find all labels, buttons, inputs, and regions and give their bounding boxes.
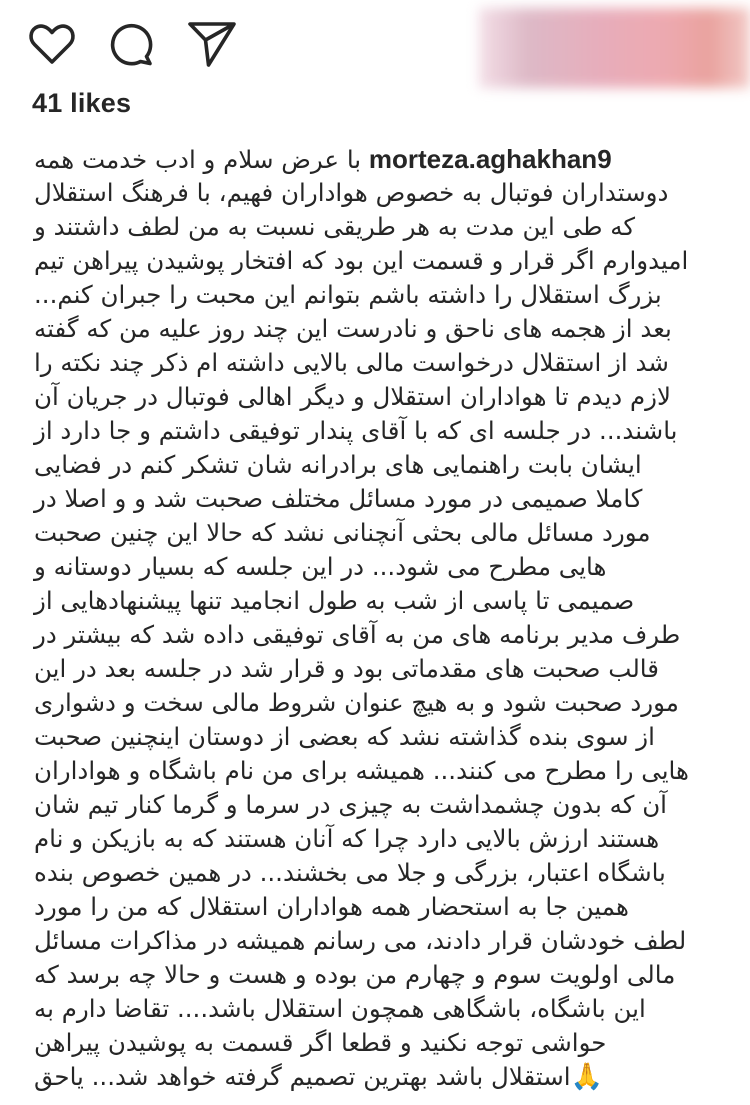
like-button[interactable] xyxy=(26,20,78,68)
caption-text: با عرض سلام و ادب خدمت همه xyxy=(34,145,362,174)
caption-text: بزرگ استقلال را داشته باشم بتوانم این محبت را جبران کنم... xyxy=(34,280,662,309)
praying-hands-emoji: 🙏 xyxy=(570,1062,603,1092)
caption-line xyxy=(34,992,724,1026)
caption-text: که طی این مدت به هر طریقی نسبت به من لطف داشتند و xyxy=(34,212,636,241)
caption-text: باشگاه اعتبار، بزرگی و جلا می بخشند... در همین خصوص بنده xyxy=(34,858,666,887)
caption-text: قالب صحبت های مقدماتی بود و قرار شد در جلسه بعد در این xyxy=(34,654,659,683)
caption-line xyxy=(34,550,724,584)
caption-line xyxy=(34,788,724,822)
caption-line xyxy=(34,142,724,176)
caption-line xyxy=(34,346,724,380)
caption-text: همین جا به استحضار همه هواداران استقلال که من را مورد xyxy=(34,892,629,921)
caption-line xyxy=(34,822,724,856)
caption-line xyxy=(34,1026,724,1060)
caption-line xyxy=(34,584,724,618)
caption-line xyxy=(34,754,724,788)
caption-text: استقلال باشد بهترین تصمیم گرفته خواهد شد... یاحق xyxy=(34,1062,571,1091)
caption-text: صمیمی تا پاسی از شب به طول انجامید تنها پیشنهادهایی از xyxy=(34,586,635,615)
heart-outline-icon xyxy=(26,20,78,68)
username-link[interactable]: morteza.aghakhan9 xyxy=(368,144,612,174)
caption-line xyxy=(34,652,724,686)
caption-line xyxy=(34,924,724,958)
caption-line xyxy=(34,482,724,516)
caption-line xyxy=(34,856,724,890)
caption-line xyxy=(34,176,724,210)
caption-line xyxy=(34,958,724,992)
caption-line xyxy=(34,244,724,278)
caption-line xyxy=(34,618,724,652)
comment-button[interactable] xyxy=(106,20,158,68)
caption-text: مورد مسائل مالی بحثی آنچنانی نشد که حالا این چنین صحبت xyxy=(34,518,651,547)
caption-text: هایی را مطرح می کنند... همیشه برای من نام باشگاه و هواداران xyxy=(34,756,689,785)
caption-line xyxy=(34,380,724,414)
caption-line xyxy=(34,414,724,448)
speech-bubble-icon xyxy=(106,20,158,68)
caption-text: بعد از هجمه های ناحق و نادرست این چند روز علیه من که گفته xyxy=(34,314,672,343)
caption-text: باشند... در جلسه ای که با آقای پندار توفیقی داشتم و جا دارد از xyxy=(34,416,678,445)
caption-line xyxy=(34,1060,724,1094)
paper-plane-icon xyxy=(186,20,238,68)
caption-line xyxy=(34,890,724,924)
caption-line xyxy=(34,210,724,244)
caption-text: مورد صحبت شود و به هیچ عنوان شروط مالی سخت و دشواری xyxy=(34,688,679,717)
caption-text: شد از استقلال درخواست مالی بالایی داشته ام ذکر چند نکته را xyxy=(34,348,669,377)
caption-text: دوستداران فوتبال به خصوص هواداران فهیم، با فرهنگ استقلال xyxy=(34,178,669,207)
caption-text: ایشان بابت راهنمایی های برادرانه شان تشکر کنم در فضایی xyxy=(34,450,642,479)
caption-text: لازم دیدم تا هواداران استقلال و دیگر اهالی فوتبال در جریان آن xyxy=(34,382,671,411)
caption-text: هایی مطرح می شود... در این جلسه که بسیار دوستانه و xyxy=(34,552,607,581)
caption-text: مالی اولویت سوم و چهارم من بوده و هست و حالا چه برسد که xyxy=(34,960,676,989)
caption-line xyxy=(34,312,724,346)
caption-line xyxy=(34,720,724,754)
caption-text: طرف مدیر برنامه های من به آقای توفیقی داده شد که بیشتر در xyxy=(34,620,681,649)
caption-text: امیدوارم اگر قرار و قسمت این بود که افتخار پوشیدن پیراهن تیم xyxy=(34,246,689,275)
caption-text: آن که بدون چشمداشت به چیزی در سرما و گرما کنار تیم شان xyxy=(34,790,667,819)
blurred-redacted-area xyxy=(479,8,750,88)
caption-line xyxy=(34,686,724,720)
caption-text: لطف خودشان قرار دادند، می رسانم همیشه در مذاکرات مسائل xyxy=(34,926,687,955)
caption-text: از سوی بنده گذاشته نشد که بعضی از دوستان اینچنین صحبت xyxy=(34,722,655,751)
caption-text: حواشی توجه نکنید و قطعا اگر قسمت به پوشیدن پیراهن xyxy=(34,1028,607,1057)
likes-count[interactable]: 41 likes xyxy=(32,88,132,118)
caption-text: کاملا صمیمی در مورد مسائل مختلف صحبت شد و و اصلا در xyxy=(34,484,643,513)
caption-text: هستند ارزش بالایی دارد چرا که آنان هستند که به بازیکن و نام xyxy=(34,824,660,853)
caption-line xyxy=(34,516,724,550)
caption-line xyxy=(34,278,724,312)
caption-text: این باشگاه، باشگاهی همچون استقلال باشد.... تقاضا دارم به xyxy=(34,994,646,1023)
share-button[interactable] xyxy=(186,20,238,68)
caption-line xyxy=(34,448,724,482)
